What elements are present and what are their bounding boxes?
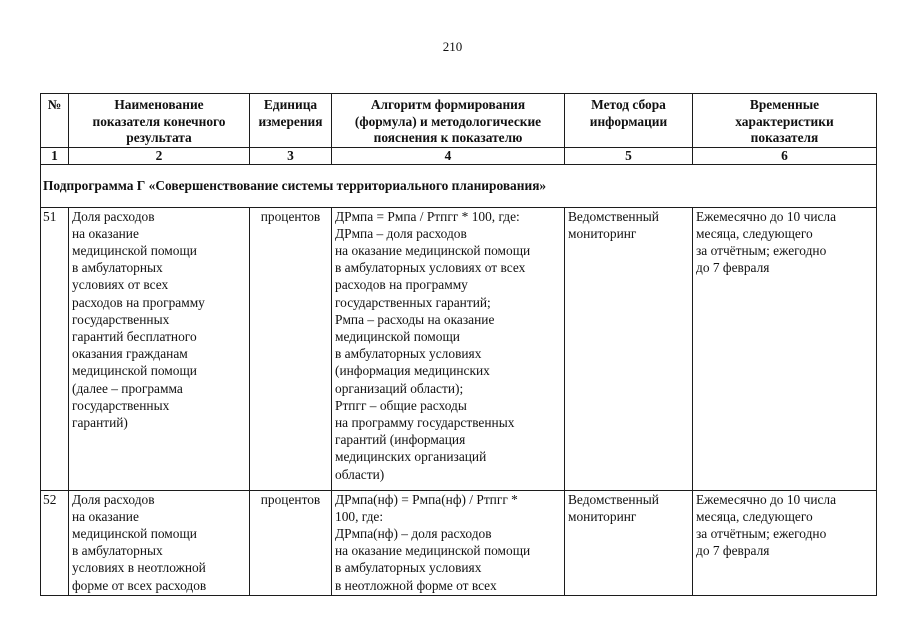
algorithm-cell xyxy=(332,490,565,595)
unit-cell: процентов xyxy=(250,207,332,490)
cell-text-line: ДРмпа(нф) – доля расходов xyxy=(335,525,492,541)
header-line: пояснения к показателю xyxy=(373,130,523,145)
cell-text-line: медицинских организаций xyxy=(335,449,487,465)
cell-text-line: области) xyxy=(335,466,385,482)
cell-text-line: на программу государственных xyxy=(335,414,515,430)
column-number-row xyxy=(41,147,877,164)
indicators-table xyxy=(40,93,877,596)
cell-text-line: до 7 февраля xyxy=(696,543,770,559)
cell-text-line: организаций области); xyxy=(335,380,464,396)
cell-text-line: условиях от всех xyxy=(72,277,169,293)
cell-text-line: гарантий) xyxy=(72,414,128,430)
cell-text-line: до 7 февраля xyxy=(696,260,770,276)
cell-text-line: (далее – программа xyxy=(72,380,183,396)
cell-text-line: (информация медицинских xyxy=(335,363,490,379)
header-line: характеристики xyxy=(735,113,834,129)
column-number: 4 xyxy=(332,147,565,164)
section-title: Подпрограмма Г «Совершенствование системы территориального планирования» xyxy=(41,164,877,207)
header-line: Алгоритм формирования xyxy=(370,97,526,112)
column-number: 2 xyxy=(69,147,250,164)
cell-text-line: Ведомственный xyxy=(568,208,659,224)
cell-text-line: Ежемесячно до 10 числа xyxy=(696,208,837,224)
cell-text-line: медицинской помощи xyxy=(72,525,197,541)
indicator-name-cell xyxy=(69,490,250,595)
cell-text-line: Рмпа – расходы на оказание xyxy=(335,311,495,327)
cell-text-line: расходов на программу xyxy=(335,277,468,293)
cell-text-line: в неотложной форме от всех xyxy=(335,577,497,593)
column-number: 1 xyxy=(41,147,69,164)
cell-text-line: государственных xyxy=(72,311,170,327)
header-line: Временные xyxy=(749,97,820,112)
unit-cell: процентов xyxy=(250,490,332,595)
column-number: 3 xyxy=(250,147,332,164)
cell-text-line: на оказание xyxy=(72,225,139,241)
section-row xyxy=(41,164,877,207)
row-index: 51 xyxy=(41,207,69,490)
header-line: Метод сбора xyxy=(591,97,666,112)
cell-text-line: за отчётным; ежегодно xyxy=(696,525,827,541)
cell-text-line: в амбулаторных условиях xyxy=(335,560,482,576)
cell-text-line: ДРмпа – доля расходов xyxy=(335,225,467,241)
cell-text-line: Ведомственный xyxy=(568,491,659,507)
timing-cell xyxy=(693,207,877,490)
cell-text-line: на оказание медицинской помощи xyxy=(335,543,531,559)
header-indicator-name xyxy=(69,94,250,148)
header-line: показателя конечного xyxy=(92,113,226,129)
header-number: № xyxy=(41,94,69,148)
column-number: 6 xyxy=(693,147,877,164)
cell-text-line: 100, где: xyxy=(335,508,384,524)
header-unit xyxy=(250,94,332,148)
cell-text-line: месяца, следующего xyxy=(696,225,813,241)
header-line: Единица xyxy=(263,97,318,112)
header-line: Наименование xyxy=(114,97,204,112)
cell-text-line: в амбулаторных xyxy=(72,260,163,276)
cell-text-line: оказания гражданам xyxy=(72,346,188,362)
cell-text-line: в амбулаторных условиях от всех xyxy=(335,260,526,276)
cell-text-line: мониторинг xyxy=(568,508,637,524)
method-cell xyxy=(565,207,693,490)
cell-text-line: условиях в неотложной xyxy=(72,560,206,576)
cell-text-line: ДРмпа = Рмпа / Ртпгг * 100, где: xyxy=(335,208,520,224)
cell-text-line: гарантий (информация xyxy=(335,432,466,448)
cell-text-line: государственных xyxy=(72,397,170,413)
header-algorithm xyxy=(332,94,565,148)
cell-text-line: на оказание xyxy=(72,508,139,524)
timing-cell xyxy=(693,490,877,595)
column-number: 5 xyxy=(565,147,693,164)
row-index: 52 xyxy=(41,490,69,595)
cell-text-line: ДРмпа(нф) = Рмпа(нф) / Ртпгг * xyxy=(335,491,518,507)
cell-text-line: Доля расходов xyxy=(72,208,155,224)
algorithm-cell xyxy=(332,207,565,490)
cell-text-line: государственных гарантий; xyxy=(335,294,491,310)
table-row xyxy=(41,490,877,595)
cell-text-line: в амбулаторных xyxy=(72,543,163,559)
cell-text-line: Доля расходов xyxy=(72,491,155,507)
page-number: 210 xyxy=(442,39,463,54)
table-row xyxy=(41,207,877,490)
cell-text-line: в амбулаторных условиях xyxy=(335,346,482,362)
header-timing xyxy=(693,94,877,148)
cell-text-line: медицинской помощи xyxy=(335,328,460,344)
header-line: (формула) и методологические xyxy=(354,113,542,129)
method-cell xyxy=(565,490,693,595)
header-line: измерения xyxy=(258,113,323,129)
header-method xyxy=(565,94,693,148)
cell-text-line: Ртпгг – общие расходы xyxy=(335,397,467,413)
table-header-row xyxy=(41,94,877,148)
cell-text-line: медицинской помощи xyxy=(72,363,197,379)
cell-text-line: месяца, следующего xyxy=(696,508,813,524)
cell-text-line: медицинской помощи xyxy=(72,242,197,258)
cell-text-line: форме от всех расходов xyxy=(72,577,207,593)
cell-text-line: расходов на программу xyxy=(72,294,205,310)
cell-text-line: Ежемесячно до 10 числа xyxy=(696,491,837,507)
header-line: результата xyxy=(126,130,192,145)
indicator-name-cell xyxy=(69,207,250,490)
cell-text-line: за отчётным; ежегодно xyxy=(696,242,827,258)
cell-text-line: на оказание медицинской помощи xyxy=(335,242,531,258)
header-line: показателя xyxy=(750,130,819,145)
cell-text-line: мониторинг xyxy=(568,225,637,241)
header-line: информации xyxy=(589,113,668,129)
cell-text-line: гарантий бесплатного xyxy=(72,328,197,344)
